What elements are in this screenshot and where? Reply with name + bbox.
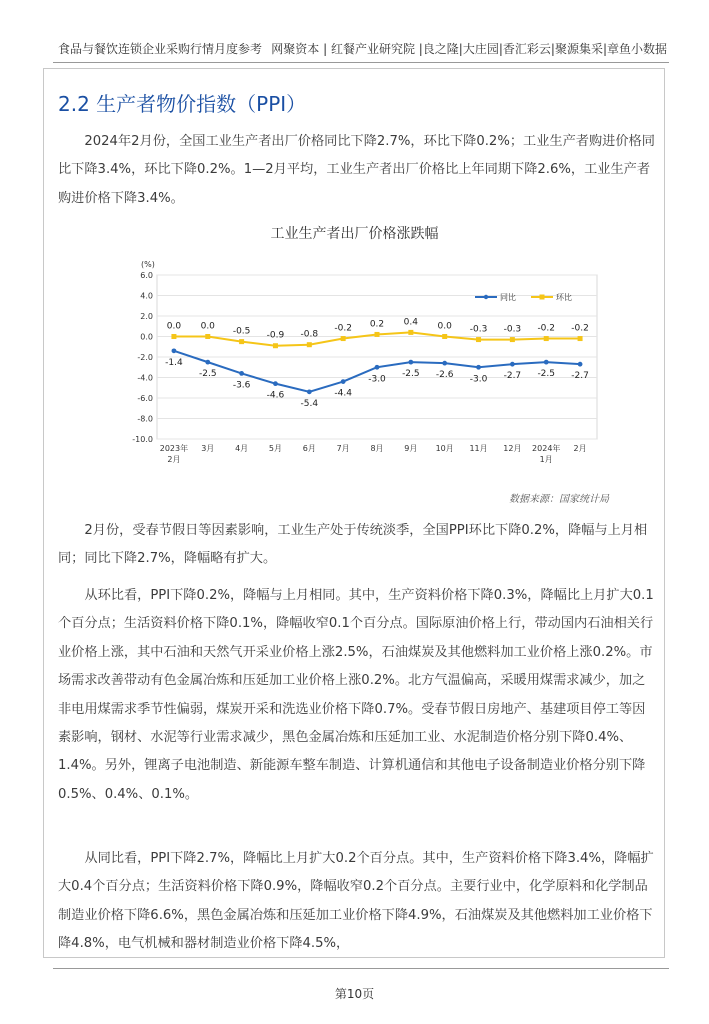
data-label: -5.4 (300, 398, 319, 409)
x-tick-label: 5月 (268, 444, 283, 453)
series-point (442, 334, 447, 339)
x-tick-label: 11月 (469, 444, 488, 453)
y-tick-label: -4.0 (137, 373, 153, 383)
x-tick-label: 2024年 (532, 444, 561, 453)
series-point (476, 337, 481, 342)
data-label: -0.9 (266, 330, 285, 341)
series-point (239, 371, 244, 376)
series-point (273, 381, 278, 386)
y-tick-label: -6.0 (137, 394, 153, 403)
series-point (476, 365, 481, 370)
legend-marker (540, 295, 545, 300)
series-point (578, 362, 583, 367)
series-point (205, 334, 210, 339)
y-tick-label: 4.0 (140, 291, 153, 301)
series-point (205, 360, 210, 365)
header-title: 食品与餐饮连锁企业采购行情月度参考 (58, 42, 263, 56)
data-label: 0.0 (200, 321, 215, 332)
series-point (510, 337, 515, 342)
data-label: -0.3 (469, 324, 488, 335)
data-label: -3.6 (232, 380, 251, 391)
page-number: 第10页 (334, 987, 375, 1001)
series-point (273, 343, 278, 348)
section-title: 2.2 生产者物价指数（PPI） (58, 92, 307, 116)
series-point (307, 342, 312, 347)
series-point (408, 360, 413, 365)
ppi-line-chart (125, 255, 605, 485)
data-label: -2.5 (402, 369, 420, 380)
data-label: 0.2 (369, 319, 385, 330)
data-label: -1.4 (165, 357, 183, 368)
x-tick-label: 1月 (539, 455, 553, 464)
x-tick-label: 10月 (435, 444, 454, 453)
series-point (544, 336, 549, 341)
legend-marker (484, 295, 488, 299)
x-tick-label: 9月 (404, 444, 418, 453)
data-label: -2.6 (435, 370, 454, 381)
series-point (341, 379, 346, 384)
data-label: -2.5 (537, 369, 556, 380)
data-label: -0.2 (537, 323, 556, 334)
data-label: -4.4 (334, 388, 352, 399)
y-tick-label: 0.0 (140, 332, 153, 342)
data-label: -3.0 (469, 374, 488, 385)
x-tick-label: 7月 (336, 444, 350, 453)
x-tick-label: 8月 (370, 444, 384, 453)
data-label: -2.7 (503, 371, 522, 382)
data-label: 0.4 (403, 317, 419, 328)
data-label: -0.2 (571, 323, 589, 334)
series-point (375, 332, 380, 337)
series-point (544, 360, 549, 365)
y-tick-label: -10.0 (132, 435, 153, 444)
data-label: 0.0 (437, 321, 452, 332)
data-label: -0.3 (503, 324, 522, 335)
header-divider (53, 62, 669, 63)
series-point (172, 348, 177, 353)
y-tick-label: -2.0 (137, 353, 153, 362)
footer-divider (53, 968, 669, 969)
data-label: -0.2 (334, 323, 352, 334)
series-point (375, 365, 380, 370)
paragraph-yoy: 从同比看，PPI下降2.7%，降幅比上月扩大0.2个百分点。其中，生产资料价格下降3.4%，降幅扩大0.4个百分点；生活资料价格下降0.9%，降幅收窄0.2个百分点。主要行业中，化学原料和化学制品制造业价格下降6.6%，黑色金属冶炼和压延加工业价格下降4.9%，石油煤炭及其他燃料加工业价格下降4.8%，电气机械和器材制造业价格下降4.5%， (58, 851, 654, 952)
x-tick-label: 2023年 (159, 444, 189, 453)
paragraph-summary: 2月份，受春节假日等因素影响，工业生产处于传统淡季，全国PPI环比下降0.2%，降幅与上月相同；同比下降2.7%，降幅略有扩大。 (58, 523, 648, 567)
chart-title: 工业生产者出厂价格涨跌幅 (270, 226, 439, 242)
x-tick-label: 12月 (503, 444, 522, 453)
legend-label: 环比 (556, 293, 572, 302)
x-tick-label: 6月 (302, 444, 316, 453)
chart-svg (125, 255, 605, 485)
paragraph-mom: 从环比看，PPI下降0.2%，降幅与上月相同。其中，生产资料价格下降0.3%，降幅比上月扩大0.1个百分点；生活资料价格下降0.1%，降幅收窄0.1个百分点。国际原油价格上行，带动国内石油相关行业价格上涨，其中石油和天然气开采业价格上涨2.5%，石油煤炭及其他燃料加工业价格上涨0.2%。市场需求改善带动有色金属冶炼和压延加工业价格上涨0.2%。北方气温偏高，采暖用煤需求减少，加之非电用煤需求季节性偏弱，煤炭开采和洗选业价格下降0.7%。受春节假日房地产、基建项目停工等因素影响，钢材、水泥等行业需求减少，黑色金属冶炼和压延加工业、水泥制造价格分别下降0.4%、1.4%。另外，锂离子电池制造、新能源车整车制造、计算机通信和其他电子设备制造业价格分别下降0.5%、0.4%、0.1%。 (58, 588, 654, 802)
data-label: -4.6 (266, 390, 285, 401)
y-tick-label: 6.0 (140, 271, 153, 280)
x-tick-label: 2月 (167, 455, 181, 464)
paragraph-intro: 2024年2月份，全国工业生产者出厂价格同比下降2.7%，环比下降0.2%；工业生产者购进价格同比下降3.4%，环比下降0.2%。1—2月平均，工业生产者出厂价格比上年同期下降2.6%，工业生产者购进价格下降3.4%。 (58, 134, 655, 206)
data-label: -2.5 (198, 369, 217, 380)
series-point (578, 336, 583, 341)
series-point (408, 330, 413, 335)
chart-source: 数据来源：国家统计局 (509, 494, 609, 505)
data-label: -0.5 (232, 326, 251, 337)
y-tick-label: -8.0 (137, 414, 153, 424)
series-point (510, 362, 515, 367)
series-point (171, 334, 176, 339)
data-label: -3.0 (368, 374, 386, 385)
data-label: -0.8 (300, 329, 319, 340)
series-point (239, 339, 244, 344)
legend-label: 同比 (500, 293, 516, 302)
header-partners: 网聚资本 | 红餐产业研究院 |良之隆|大庄园|香汇彩云|聚源集采|章鱼小数据 (271, 42, 667, 56)
y-unit-label: (%) (141, 260, 155, 269)
series-point (341, 336, 346, 341)
x-tick-label: 3月 (201, 444, 215, 453)
series-point (307, 389, 312, 394)
x-tick-label: 4月 (235, 444, 249, 453)
data-label: 0.0 (166, 321, 182, 332)
series-point (442, 361, 447, 366)
x-tick-label: 2月 (573, 444, 587, 453)
y-tick-label: 2.0 (140, 312, 153, 321)
data-label: -2.7 (571, 371, 589, 382)
